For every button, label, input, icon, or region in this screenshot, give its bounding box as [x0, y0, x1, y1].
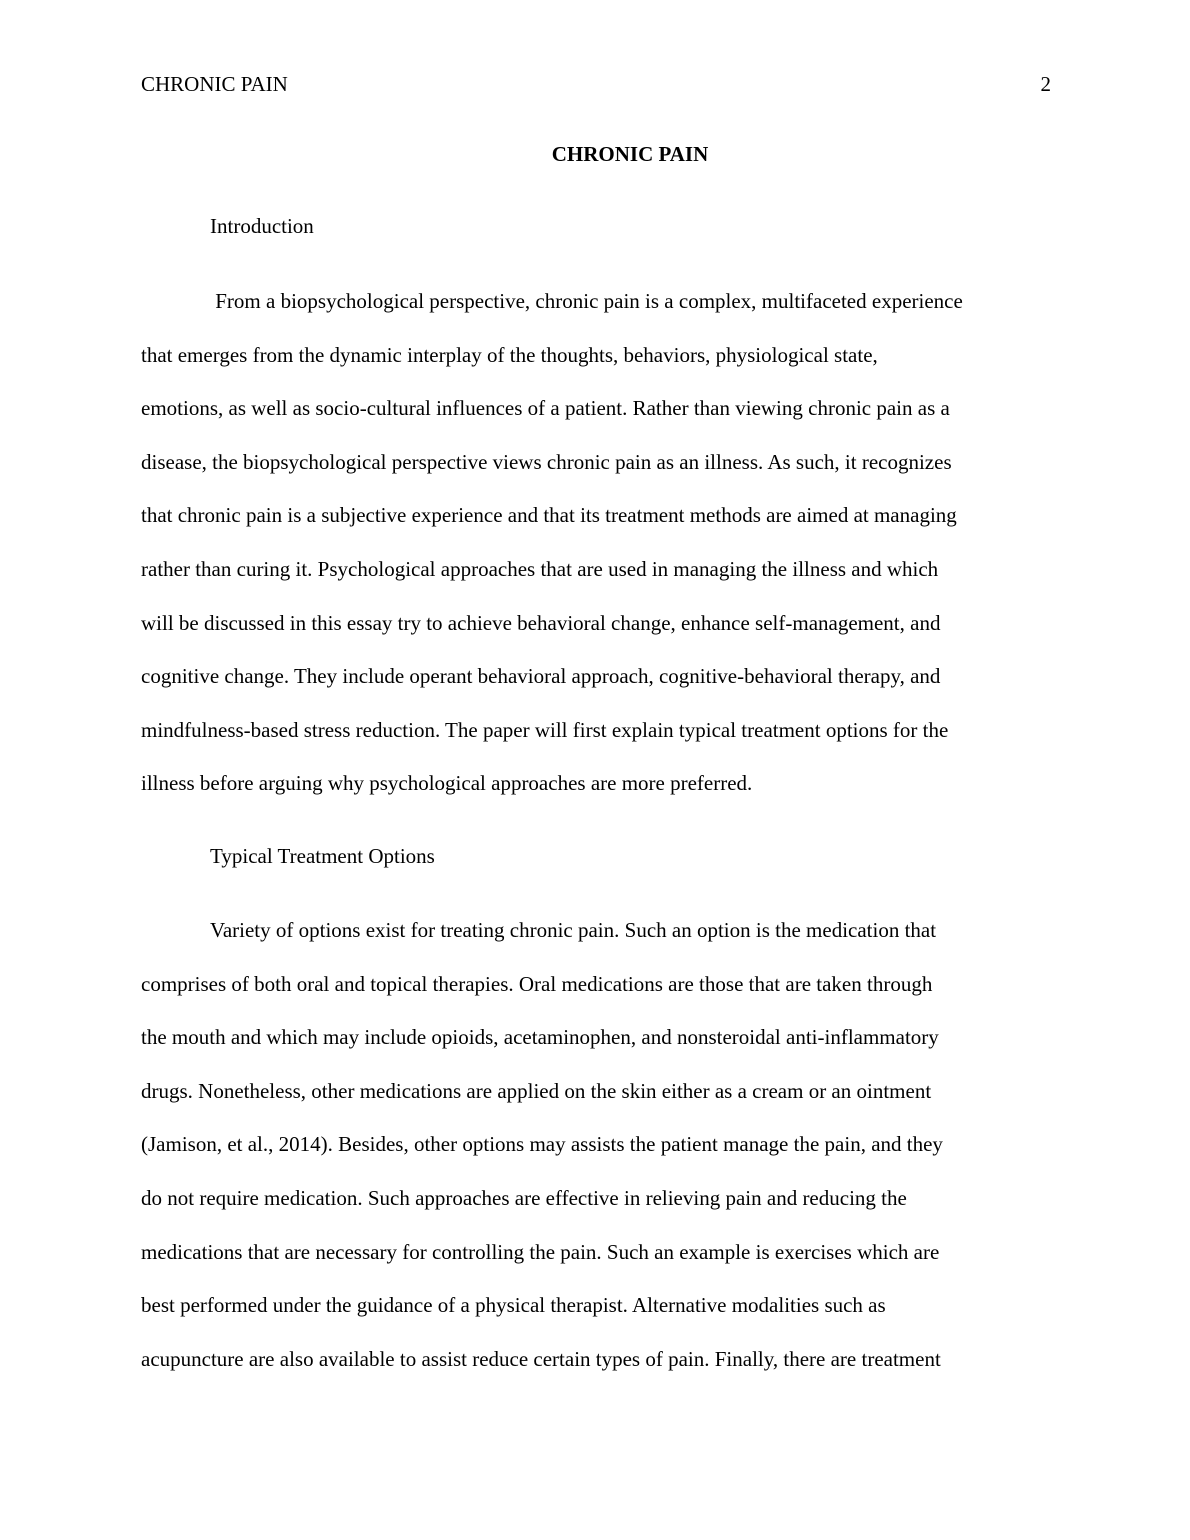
paragraph-line: mindfulness-based stress reduction. The paper will first explain typical treatment options for the: [141, 717, 949, 742]
paragraph-line: that emerges from the dynamic interplay of the thoughts, behaviors, physiological state,: [141, 342, 878, 367]
section-heading-typical-treatment-options: Typical Treatment Options: [210, 844, 435, 868]
paragraph-line: illness before arguing why psychological approaches are more preferred.: [141, 771, 753, 796]
paragraph-line: From a biopsychological perspective, chronic pain is a complex, multifaceted experience: [210, 289, 963, 313]
paragraph-line: comprises of both oral and topical therapies. Oral medications are those that are taken through: [141, 971, 933, 996]
section-heading-introduction: Introduction: [210, 214, 314, 238]
paragraph-introduction: [141, 287, 1051, 807]
paragraph-typical-treatment-options: [141, 916, 1051, 1386]
paragraph-line: best performed under the guidance of a physical therapist. Alternative modalities such as: [141, 1293, 886, 1318]
paragraph-line: (Jamison, et al., 2014). Besides, other options may assists the patient manage the pain, and they: [141, 1132, 943, 1157]
paragraph-line: rather than curing it. Psychological approaches that are used in managing the illness and which: [141, 557, 939, 581]
running-head-title: CHRONIC PAIN: [141, 72, 288, 96]
paragraph-line: acupuncture are also available to assist reduce certain types of pain. Finally, there are treatment: [141, 1346, 941, 1371]
paragraph-line: medications that are necessary for controlling the pain. Such an example is exercises which are: [141, 1239, 940, 1264]
paragraph-line: do not require medication. Such approaches are effective in relieving pain and reducing the: [141, 1186, 907, 1210]
running-head: [141, 70, 1051, 98]
paragraph-line: the mouth and which may include opioids, acetaminophen, and nonsteroidal anti-inflammatory: [141, 1025, 939, 1050]
document-title: CHRONIC PAIN: [551, 142, 709, 166]
paragraph-line: cognitive change. They include operant behavioral approach, cognitive-behavioral therapy, and: [141, 664, 941, 689]
paragraph-line: that chronic pain is a subjective experience and that its treatment methods are aimed at managing: [141, 503, 957, 528]
paragraph-line: drugs. Nonetheless, other medications are applied on the skin either as a cream or an ointment: [141, 1078, 932, 1103]
page-number: 2: [1040, 72, 1051, 96]
paragraph-line: will be discussed in this essay try to achieve behavioral change, enhance self-management, and: [141, 610, 941, 635]
paragraph-line: Variety of options exist for treating chronic pain. Such an option is the medication that: [210, 918, 937, 942]
paragraph-line: emotions, as well as socio-cultural influences of a patient. Rather than viewing chronic pain as a: [141, 396, 950, 421]
paragraph-line: disease, the biopsychological perspective views chronic pain as an illness. As such, it recognizes: [141, 449, 952, 474]
